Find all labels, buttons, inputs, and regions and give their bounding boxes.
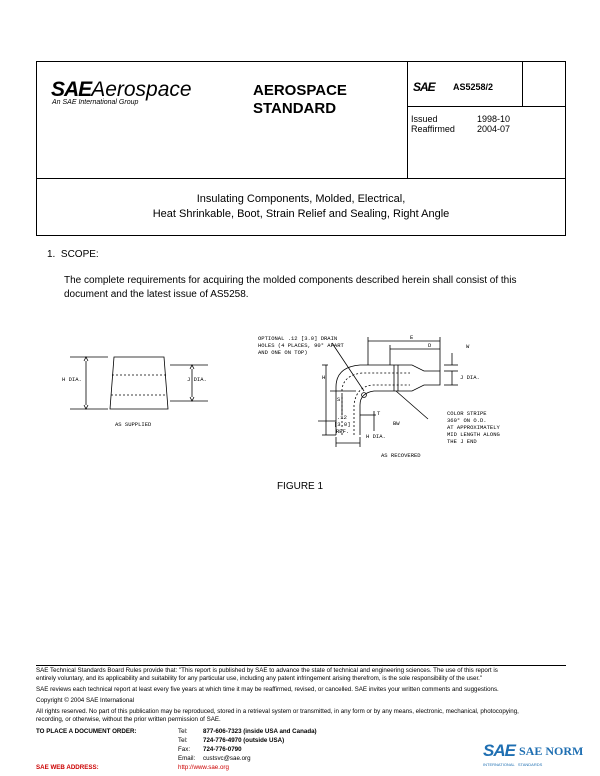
logo-sae-mark: SAE: [51, 78, 92, 101]
email-value[interactable]: custsvc@sae.org: [203, 755, 251, 762]
scope-paragraph-line1: The complete requirements for acquiring the molded components described herein shall consist of this: [64, 275, 517, 286]
tel-label: Tel:: [178, 728, 188, 735]
fig-drain-note-3: AND ONE ON TOP): [258, 349, 308, 356]
fig-dim-ref-3: REF.: [336, 428, 350, 435]
fig-dim-hdia: H DIA.: [366, 433, 386, 440]
header-box-left: [36, 61, 37, 179]
document-title-line1: Insulating Components, Molded, Electrical,: [196, 193, 406, 205]
title-box-left: [36, 178, 37, 236]
issued-label: Issued: [411, 114, 438, 124]
fig-color-note-2: 360° ON O.D.: [447, 417, 487, 424]
fig-color-note-3: AT APPROXIMATELY: [447, 424, 500, 431]
footer-review-line: SAE reviews each technical report at least every five years at which time it may be reaffirmed, revised, or cancelled. SAE invites your written comments and suggestions.: [36, 686, 499, 693]
standard-title-line2: STANDARD: [253, 100, 337, 117]
document-title-line2: Heat Shrinkable, Boot, Strain Relief and Sealing, Right Angle: [152, 208, 450, 220]
footer-rules-line1: SAE Technical Standards Board Rules provide that: "This report is published by SAE to advance the state of technical and engineering sciences. The use of this report is: [36, 667, 498, 674]
reaffirmed-label: Reaffirmed: [411, 124, 455, 134]
header-box-top: [36, 61, 565, 62]
footer-rule: [36, 665, 566, 666]
tel2-value: 724-776-4970 (outside USA): [203, 737, 285, 744]
fig-dim-w: W: [466, 343, 470, 350]
watermark-sub-text: INTERNATIONAL STANDARDS: [483, 762, 543, 767]
footer-rules-line2: entirely voluntary, and its applicability and suitability for any particular use, including any patent infringement arising therefrom, is the sole responsibility of the user.": [36, 675, 483, 682]
fig-dim-d: D: [428, 342, 432, 349]
fig-dim-bw: BW: [393, 420, 400, 427]
logo-tagline: An SAE International Group: [52, 99, 139, 106]
footer-rights-line1: All rights reserved. No part of this publication may be reproduced, stored in a retrieval system or transmitted, in any form or by any means, electronic, mechanical, photocopying,: [36, 708, 519, 715]
header-divider-small: [522, 61, 523, 107]
fig-right-caption: AS RECOVERED: [381, 452, 421, 459]
scope-paragraph-line2: document and the latest issue of AS5258.: [64, 289, 249, 300]
reaffirmed-value: 2004-07: [477, 124, 511, 134]
scope-heading: 1. SCOPE:: [47, 249, 99, 260]
fax-label: Fax:: [178, 746, 191, 753]
sae-norm-watermark: [483, 741, 595, 771]
web-label: SAE WEB ADDRESS:: [36, 764, 99, 771]
header-box-bottom: [36, 178, 566, 179]
figure-caption: FIGURE 1: [276, 481, 324, 492]
logo-aerospace-word: Aerospace: [91, 78, 192, 101]
fig-color-note-1: COLOR STRIPE: [447, 410, 487, 417]
fig-drain-note-2: HOLES (4 PLACES, 90° APART: [258, 342, 344, 349]
fig-color-note-4: MID LENGTH ALONG: [447, 431, 500, 438]
fig-dim-e: E: [410, 334, 414, 341]
fig-dim-t: T: [377, 410, 381, 417]
fig-left-j-dia: J DIA.: [187, 376, 207, 383]
fig-dim-ref-2: [3.0]: [334, 421, 351, 428]
fig-dim-ref-1: .12: [337, 414, 347, 421]
fax-value: 724-776-0790: [203, 746, 242, 753]
fig-dim-h: H: [322, 374, 326, 381]
email-label: Email:: [178, 755, 196, 762]
web-link[interactable]: http://www.sae.org: [178, 764, 229, 771]
fig-dim-s: S: [337, 396, 341, 403]
watermark-sae-mark: SAE: [483, 741, 515, 760]
fig-left-h-dia: H DIA.: [62, 376, 82, 383]
recovered-boot-outline: [336, 365, 440, 435]
order-label: TO PLACE A DOCUMENT ORDER:: [36, 728, 137, 735]
fig-drain-note-1: OPTIONAL .12 [3.0] DRAIN: [258, 335, 338, 342]
standard-title-line1: AEROSPACE: [253, 82, 347, 99]
title-box-bottom: [36, 235, 566, 236]
tel-value: 877-606-7323 (inside USA and Canada): [203, 728, 317, 735]
footer-copyright: Copyright © 2004 SAE International: [36, 697, 135, 704]
supplied-sleeve-outline: [110, 357, 168, 409]
fig-dim-j: J DIA.: [460, 374, 480, 381]
tel2-label: Tel:: [178, 737, 188, 744]
header-box-right: [565, 61, 566, 179]
fig-color-note-5: THE J END: [447, 438, 477, 445]
document-number: AS5258/2: [453, 82, 494, 92]
issued-value: 1998-10: [477, 114, 511, 124]
header-divider-horizontal: [407, 106, 565, 107]
watermark-norm-text: SAE NORM: [519, 744, 584, 758]
header-divider-vertical: [407, 61, 408, 179]
sae-small-logo: SAE: [413, 80, 435, 94]
title-box-right: [565, 178, 566, 236]
footer-rights-line2: recording, or otherwise, without the prior written permission of SAE.: [36, 716, 221, 723]
fig-left-caption: AS SUPPLIED: [115, 421, 152, 428]
